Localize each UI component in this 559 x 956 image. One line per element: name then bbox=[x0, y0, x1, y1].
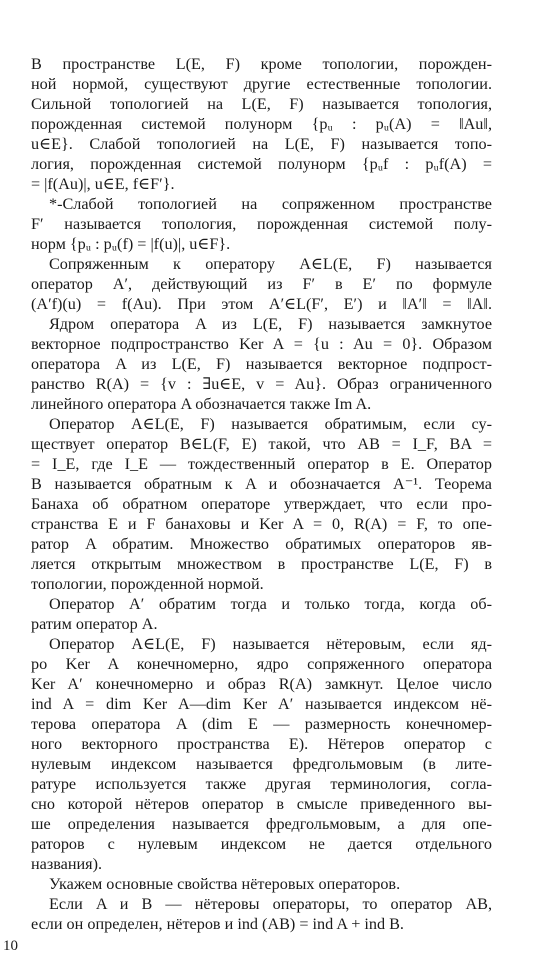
text-line: ществует оператор B∈L(F, E) такой, что AB = I_F, BA = bbox=[31, 435, 492, 453]
text-line: ро Ker A конечномерно, ядро сопряженного оператора bbox=[31, 655, 492, 673]
text-line: странства E и F банаховы и Ker A = 0, R(A) = F, то опе- bbox=[31, 515, 492, 533]
text-line: Укажем основные свойства нётеровых операторов. bbox=[49, 875, 401, 893]
text-line: Сильной топологией на L(E, F) называется топология, bbox=[31, 95, 492, 113]
text-line: ного векторного пространства E). Нётеров оператор с bbox=[31, 735, 492, 753]
text-line: оператора A из L(E, F) называется векторное подпрост- bbox=[31, 355, 492, 373]
text-line: сно которой нётеров оператор в смысле приведенного вы- bbox=[31, 795, 492, 813]
text-line: Ker A′ конечномерно и образ R(A) замкнут. Целое число bbox=[31, 675, 492, 693]
text-line: *-Слабой топологией на сопряженном пространстве bbox=[49, 195, 492, 213]
text-line: порожденная системой полунорм {pᵤ : pᵤ(A) = ‖Au‖, bbox=[31, 115, 492, 133]
text-line: Сопряженным к оператору A∈L(E, F) называется bbox=[49, 255, 492, 273]
text-line: ратим оператор A. bbox=[31, 615, 158, 633]
text-line: = |f(Au)|, u∈E, f∈F′}. bbox=[31, 175, 175, 193]
text-line: линейного оператора A обозначается также Im A. bbox=[31, 395, 372, 413]
text-line: терова оператора A (dim E — размерность конечномер- bbox=[31, 715, 492, 733]
text-line: ратуре используется также другая терминология, согла- bbox=[31, 775, 492, 793]
text-line: ранство R(A) = {v : ∃u∈E, v = Au}. Образ ограниченного bbox=[31, 375, 492, 393]
text-line: Оператор A∈L(E, F) называется нётеровым, если яд- bbox=[49, 635, 492, 653]
text-line: Оператор A′ обратим тогда и только тогда, когда об- bbox=[49, 595, 492, 613]
text-line: ной нормой, существуют другие естественные топологии. bbox=[31, 75, 492, 93]
text-line: Оператор A∈L(E, F) называется обратимым, если су- bbox=[49, 415, 492, 433]
text-line: ind A = dim Ker A—dim Ker A′ называется индексом нё- bbox=[31, 695, 492, 713]
text-line: векторное подпространство Ker A = {u : Au = 0}. Образом bbox=[31, 335, 492, 353]
text-line: если он определен, нётеров и ind (AB) = ind A + ind B. bbox=[31, 915, 404, 933]
text-line: B называется обратным к A и обозначается A⁻¹. Теорема bbox=[31, 475, 492, 493]
text-line: ратор A обратим. Множество обратимых операторов яв- bbox=[31, 535, 492, 553]
text-line: логия, порожденная системой полунорм {pᵤf : pᵤf(A) = bbox=[31, 155, 492, 173]
text-line: u∈E}. Слабой топологией на L(E, F) называется топо- bbox=[31, 135, 492, 153]
page-number: 10 bbox=[3, 938, 18, 954]
text-line: раторов с нулевым индексом не дается отдельного bbox=[31, 835, 492, 853]
text-line: Ядром оператора A из L(E, F) называется замкнутое bbox=[49, 315, 492, 333]
text-line: названия). bbox=[31, 855, 103, 873]
text-line: ше определения называется фредгольмовым, а для опе- bbox=[31, 815, 492, 833]
text-line: = I_E, где I_E — тождественный оператор в E. Оператор bbox=[31, 455, 492, 473]
text-line: топологии, порожденной нормой. bbox=[31, 575, 264, 593]
text-line: Банаха об обратном операторе утверждает, что если про- bbox=[31, 495, 492, 513]
text-line: (A′f)(u) = f(Au). При этом A′∈L(F′, E′) и ‖A′‖ = ‖A‖. bbox=[31, 295, 492, 313]
text-line: оператор A′, действующий из F′ в E′ по формуле bbox=[31, 275, 492, 293]
text-line: нулевым индексом называется фредгольмовым (в лите- bbox=[31, 755, 492, 773]
text-line: норм {pᵤ : pᵤ(f) = |f(u)|, u∈F}. bbox=[31, 235, 231, 253]
text-line: Если A и B — нётеровы операторы, то оператор AB, bbox=[49, 895, 492, 913]
text-line: ляется открытым множеством в пространстве L(E, F) в bbox=[31, 555, 492, 573]
text-line: F′ называется топология, порожденная системой полу- bbox=[31, 215, 492, 233]
text-line: В пространстве L(E, F) кроме топологии, порожден- bbox=[31, 55, 492, 73]
